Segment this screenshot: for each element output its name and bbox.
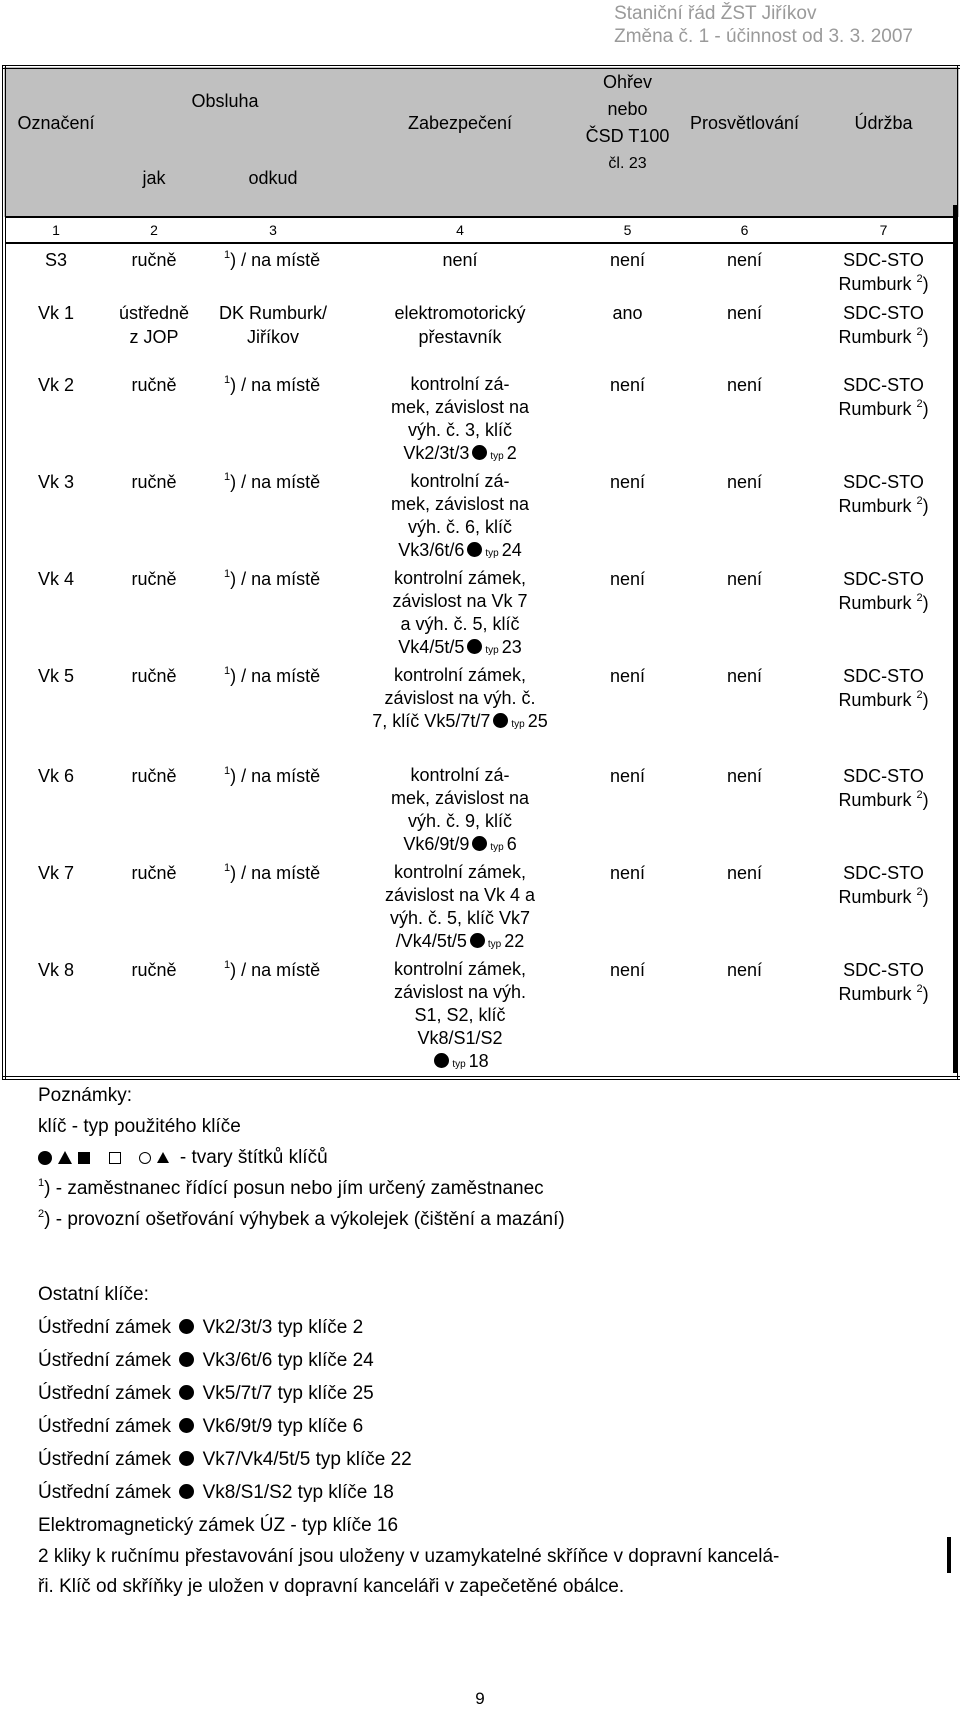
typ-number: 2	[506, 443, 517, 463]
zab-line: výh. č. 5, klíč Vk7	[389, 908, 531, 928]
row-odkud-text: ) / na místě	[230, 863, 321, 883]
column-number-row	[4, 217, 959, 243]
udrzba-text: Rumburk	[838, 984, 917, 1004]
other-key-prefix: Ústřední zámek	[38, 1317, 172, 1338]
col-number: 1	[4, 217, 106, 243]
col-number: 7	[810, 217, 959, 243]
footnote-1-mark: 1	[224, 959, 231, 971]
round-key-tag-icon	[467, 542, 482, 557]
round-key-tag-icon	[179, 1484, 194, 1499]
row-jak: ručně	[131, 250, 177, 270]
row-udrzba	[810, 956, 959, 1078]
notes-key-line: klíč - typ použitého klíče	[38, 1116, 241, 1137]
udrzba-line-1: SDC-STO	[843, 569, 924, 589]
udrzba-line-1: SDC-STO	[843, 303, 924, 323]
row-prosvetleni: není	[726, 375, 763, 395]
row-oznaceni: Vk 8	[37, 960, 75, 980]
other-key-text: Vk2/3t/3 typ klíče 2	[202, 1317, 364, 1338]
row-ohrev: není	[609, 250, 646, 270]
round-key-tag-icon	[434, 1053, 449, 1068]
row-odkud-text: ) / na místě	[230, 569, 321, 589]
row-oznaceni: Vk 5	[37, 666, 75, 686]
note-1	[38, 1173, 565, 1204]
row-oznaceni: Vk 4	[37, 569, 75, 589]
udrzba-text: Rumburk	[838, 496, 917, 516]
col-header-prosvetleni: Prosvětlování	[679, 67, 810, 217]
row-ohrev: není	[609, 569, 646, 589]
ohrev-line-4: čl. 23	[608, 155, 647, 172]
udrzba-end: )	[922, 790, 929, 810]
zab-line: mek, závislost na	[390, 494, 530, 514]
footnote-1-mark: 1	[224, 471, 231, 483]
row-prosvetleni: není	[726, 303, 763, 323]
row-oznaceni: Vk 1	[37, 303, 75, 323]
udrzba-line-2	[813, 272, 954, 296]
zab-key-line	[347, 833, 573, 859]
typ-label: typ	[485, 548, 499, 559]
udrzba-end: )	[922, 690, 929, 710]
notes-section	[38, 1080, 565, 1235]
zab-line: kontrolní zámek,	[393, 665, 527, 685]
page-header	[614, 2, 913, 48]
row-udrzba	[810, 243, 959, 299]
col-header-ohrev	[576, 67, 679, 217]
header-line-2: Změna č. 1 - účinnost od 3. 3. 2007	[614, 26, 913, 47]
udrzba-line-2	[813, 982, 954, 1006]
row-prosvetleni: není	[726, 666, 763, 686]
typ-label: typ	[485, 645, 499, 656]
row-udrzba	[810, 662, 959, 762]
zab-key-line	[347, 442, 573, 468]
udrzba-line-1: SDC-STO	[843, 666, 924, 686]
other-key-text: Vk8/S1/S2 typ klíče 18	[202, 1482, 394, 1503]
row-oznaceni: S3	[44, 250, 68, 270]
zab-line: závislost na Vk 4 a	[384, 885, 536, 905]
row-jak: ručně	[131, 766, 177, 786]
table-row	[4, 371, 959, 468]
other-keys-section	[38, 1278, 779, 1602]
footnote-2-mark: 2	[916, 983, 923, 995]
udrzba-line-2	[813, 397, 954, 421]
round-key-tag-icon	[179, 1319, 194, 1334]
table-row	[4, 565, 959, 662]
row-ohrev: není	[609, 472, 646, 492]
other-keys-title: Ostatní klíče:	[38, 1284, 149, 1305]
typ-number: 24	[501, 540, 522, 560]
row-zabezpeceni	[344, 299, 576, 371]
footnote-1-mark: 1	[224, 665, 231, 677]
other-key-item	[38, 1344, 779, 1377]
row-odkud	[202, 299, 344, 371]
zab-line: S1, S2, klíč	[414, 1005, 506, 1025]
other-keys-list	[38, 1311, 779, 1509]
zab-line: kontrolní zámek,	[393, 568, 527, 588]
zab-line: Vk8/S1/S2	[417, 1028, 503, 1048]
row-jak: ručně	[131, 666, 177, 686]
udrzba-end: )	[922, 984, 929, 1004]
zab-line: kontrolní zá-	[410, 471, 510, 491]
header-row-1	[4, 67, 959, 166]
station-equipment-table	[2, 65, 960, 1080]
col-header-obsluha: Obsluha	[106, 67, 344, 166]
row-udrzba	[810, 565, 959, 662]
row-ohrev: není	[609, 960, 646, 980]
udrzba-line-1: SDC-STO	[843, 960, 924, 980]
col-number: 6	[679, 217, 810, 243]
other-key-prefix: Ústřední zámek	[38, 1416, 172, 1437]
zab-line: mek, závislost na	[390, 788, 530, 808]
key-name: Vk3/6t/6	[398, 540, 465, 560]
row-odkud-text: ) / na místě	[230, 375, 321, 395]
udrzba-line-1: SDC-STO	[843, 472, 924, 492]
row-oznaceni: Vk 6	[37, 766, 75, 786]
other-key-item	[38, 1476, 779, 1509]
notes-title: Poznámky:	[38, 1085, 132, 1106]
other-key-prefix: Ústřední zámek	[38, 1449, 172, 1470]
row-odkud-text: ) / na místě	[230, 766, 321, 786]
typ-number: 18	[468, 1051, 489, 1071]
row-odkud	[202, 762, 344, 859]
footnote-1-mark: 1	[224, 249, 231, 261]
row-odkud	[202, 243, 344, 299]
round-key-tag-icon	[472, 445, 487, 460]
typ-label: typ	[490, 451, 504, 462]
note-2-text: ) - provozní ošetřování výhybek a výkolejek (čištění a mazání)	[44, 1209, 565, 1230]
other-key-item	[38, 1443, 779, 1476]
round-key-tag-icon	[472, 836, 487, 851]
round-key-tag-icon	[493, 713, 508, 728]
jak-line-1: ústředně	[118, 303, 190, 323]
udrzba-line-2	[813, 788, 954, 812]
table-row	[4, 956, 959, 1078]
key-name: Vk2/3t/3	[403, 443, 470, 463]
col-header-odkud: odkud	[202, 166, 344, 217]
udrzba-end: )	[922, 327, 929, 347]
typ-number: 6	[506, 834, 517, 854]
row-jak: ručně	[131, 472, 177, 492]
ohrev-line-3: ČSD T100	[585, 126, 670, 146]
zab-line: závislost na výh.	[393, 982, 527, 1002]
row-oznaceni: Vk 2	[37, 375, 75, 395]
udrzba-line-2	[813, 688, 954, 712]
zab-line: a výh. č. 5, klíč	[400, 614, 520, 634]
round-key-tag-icon	[467, 639, 482, 654]
other-key-text: Vk7/Vk4/5t/5 typ klíče 22	[202, 1449, 412, 1470]
row-odkud-text: ) / na místě	[230, 960, 321, 980]
round-key-tag-icon	[179, 1385, 194, 1400]
zab-line: mek, závislost na	[390, 397, 530, 417]
zab-line: elektromotorický	[394, 303, 526, 323]
filled-circle-icon	[38, 1151, 52, 1165]
round-key-tag-icon	[179, 1352, 194, 1367]
typ-label: typ	[490, 842, 504, 853]
table-row	[4, 243, 959, 299]
col-number: 3	[202, 217, 344, 243]
note-2-mark: 2	[38, 1207, 45, 1220]
typ-label: typ	[487, 939, 502, 950]
udrzba-text: Rumburk	[838, 399, 917, 419]
typ-label: typ	[511, 719, 525, 730]
typ-number: 22	[504, 931, 525, 951]
zab-line: kontrolní zá-	[410, 374, 510, 394]
footnote-2-mark: 2	[916, 886, 923, 898]
footnote-1-mark: 1	[224, 765, 231, 777]
zab-line: kontrolní zámek,	[393, 862, 527, 882]
row-ohrev: není	[609, 863, 646, 883]
udrzba-end: )	[922, 593, 929, 613]
row-ohrev: není	[609, 766, 646, 786]
zab-line: závislost na Vk 7	[392, 591, 528, 611]
row-odkud	[202, 956, 344, 1078]
row-jak: ručně	[131, 960, 177, 980]
row-udrzba	[810, 762, 959, 859]
row-zabezpeceni	[344, 956, 576, 1078]
row-odkud	[202, 371, 344, 468]
footnote-2-mark: 2	[916, 398, 923, 410]
note-2	[38, 1204, 565, 1235]
electro-lock-line: Elektromagnetický zámek ÚZ - typ klíče 16	[38, 1515, 399, 1536]
row-udrzba	[810, 371, 959, 468]
zab-key-line	[347, 710, 573, 736]
change-bar	[953, 205, 957, 1073]
header-line-1: Staniční řád ŽST Jiříkov	[614, 3, 817, 24]
odkud-line-2: Jiříkov	[247, 327, 300, 347]
row-udrzba	[810, 299, 959, 371]
ohrev-line-1: Ohřev	[603, 72, 653, 92]
udrzba-text: Rumburk	[838, 790, 917, 810]
row-odkud	[202, 859, 344, 956]
udrzba-text: Rumburk	[838, 593, 917, 613]
change-bar	[947, 1537, 951, 1573]
zab-line: závislost na výh. č.	[384, 688, 536, 708]
round-key-tag-icon	[179, 1418, 194, 1433]
row-zabezpeceni	[344, 468, 576, 565]
key-name: 7, klíč Vk5/7t/7	[372, 711, 491, 731]
col-header-jak: jak	[106, 166, 202, 217]
udrzba-line-1: SDC-STO	[843, 375, 924, 395]
other-key-prefix: Ústřední zámek	[38, 1383, 172, 1404]
row-ohrev: není	[609, 375, 646, 395]
col-number: 2	[106, 217, 202, 243]
row-prosvetleni: není	[726, 250, 763, 270]
udrzba-end: )	[922, 399, 929, 419]
round-key-tag-icon	[470, 933, 485, 948]
other-key-item	[38, 1311, 779, 1344]
table-row	[4, 468, 959, 565]
row-zabezpeceni	[344, 565, 576, 662]
shapes-label: - tvary štítků klíčů	[174, 1147, 328, 1168]
zab-line: výh. č. 6, klíč	[408, 517, 513, 537]
row-zabezpeceni	[344, 859, 576, 956]
row-jak	[106, 299, 202, 371]
row-prosvetleni: není	[726, 960, 763, 980]
row-oznaceni: Vk 3	[37, 472, 75, 492]
hollow-circle-icon	[139, 1152, 151, 1164]
key-name: /Vk4/5t/5	[395, 931, 467, 951]
udrzba-text: Rumburk	[838, 887, 917, 907]
row-odkud	[202, 565, 344, 662]
zab-line: kontrolní zámek,	[393, 959, 527, 979]
table-row	[4, 762, 959, 859]
vk-rows	[4, 371, 959, 1078]
row-zabezpeceni: není	[442, 250, 478, 270]
table-row	[4, 662, 959, 762]
table-row	[4, 299, 959, 371]
udrzba-line-2	[813, 325, 954, 349]
zab-line: výh. č. 3, klíč	[408, 420, 513, 440]
row-zabezpeceni	[344, 762, 576, 859]
footnote-2-mark: 2	[916, 273, 923, 285]
udrzba-end: )	[922, 496, 929, 516]
footnote-1-mark: 1	[224, 374, 231, 386]
udrzba-end: )	[922, 887, 929, 907]
col-header-udrzba: Údržba	[810, 67, 959, 217]
col-number: 5	[576, 217, 679, 243]
zab-key-line	[347, 1050, 573, 1076]
row-prosvetleni: není	[726, 766, 763, 786]
row-udrzba	[810, 468, 959, 565]
footnote-2-mark: 2	[916, 689, 923, 701]
row-jak: ručně	[131, 375, 177, 395]
footnote-1-mark: 1	[224, 862, 231, 874]
row-odkud	[202, 468, 344, 565]
udrzba-end: )	[922, 274, 929, 294]
col-number: 4	[344, 217, 576, 243]
row-jak: ručně	[131, 569, 177, 589]
key-name: Vk4/5t/5	[398, 637, 465, 657]
row-zabezpeceni	[344, 662, 576, 762]
zab-line: přestavník	[418, 327, 502, 347]
row-ohrev: ano	[612, 303, 643, 323]
udrzba-line-1: SDC-STO	[843, 863, 924, 883]
udrzba-line-1: SDC-STO	[843, 766, 924, 786]
other-key-text: Vk6/9t/9 typ klíče 6	[202, 1416, 364, 1437]
row-odkud-text: ) / na místě	[230, 666, 321, 686]
note-1-mark: 1	[38, 1176, 45, 1189]
footnote-2-mark: 2	[916, 592, 923, 604]
row-odkud-text: ) / na místě	[230, 472, 321, 492]
typ-number: 25	[527, 711, 548, 731]
note-1-text: ) - zaměstnanec řídící posun nebo jím určený zaměstnanec	[44, 1178, 544, 1199]
odkud-line-1: DK Rumburk/	[218, 303, 328, 323]
zab-line: výh. č. 9, klíč	[408, 811, 513, 831]
cranks-paragraph-line-2: ři. Klíč od skříňky je uložen v dopravní kanceláři v zapečetěné obálce.	[38, 1576, 625, 1597]
other-key-text: Vk5/7t/7 typ klíče 25	[202, 1383, 374, 1404]
key-name: Vk6/9t/9	[403, 834, 470, 854]
page-number: 9	[475, 1689, 485, 1708]
col-header-zabezpeceni: Zabezpečení	[344, 67, 576, 217]
cranks-paragraph-line-1: 2 kliky k ručnímu přestavování jsou uloženy v uzamykatelné skříňce v dopravní kancelá-	[38, 1546, 780, 1567]
other-key-item	[38, 1410, 779, 1443]
filled-square-icon	[78, 1152, 90, 1164]
other-key-item	[38, 1377, 779, 1410]
row-prosvetleni: není	[726, 569, 763, 589]
udrzba-text: Rumburk	[838, 327, 917, 347]
round-key-tag-icon	[179, 1451, 194, 1466]
ohrev-line-2: nebo	[607, 99, 648, 119]
hollow-triangle-icon	[157, 1152, 169, 1163]
udrzba-line-1: SDC-STO	[843, 250, 924, 270]
hollow-square-icon	[109, 1152, 121, 1164]
footnote-2-mark: 2	[916, 789, 923, 801]
footnote-1-mark: 1	[224, 568, 231, 580]
row-prosvetleni: není	[726, 863, 763, 883]
row-prosvetleni: není	[726, 472, 763, 492]
col-header-oznaceni: Označení	[4, 67, 106, 217]
zab-line: kontrolní zá-	[410, 765, 510, 785]
footnote-2-mark: 2	[916, 495, 923, 507]
zab-key-line	[347, 930, 573, 956]
row-odkud	[202, 662, 344, 762]
jak-line-2: z JOP	[129, 327, 179, 347]
udrzba-line-2	[813, 885, 954, 909]
other-key-prefix: Ústřední zámek	[38, 1482, 172, 1503]
zab-key-line	[347, 539, 573, 565]
row-zabezpeceni	[344, 371, 576, 468]
udrzba-text: Rumburk	[838, 274, 917, 294]
filled-triangle-icon	[58, 1151, 72, 1164]
udrzba-line-2	[813, 591, 954, 615]
udrzba-text: Rumburk	[838, 690, 917, 710]
typ-label: typ	[452, 1059, 466, 1070]
zab-key-line	[347, 636, 573, 662]
row-udrzba	[810, 859, 959, 956]
other-key-text: Vk3/6t/6 typ klíče 24	[202, 1350, 374, 1371]
row-ohrev: není	[609, 666, 646, 686]
udrzba-line-2	[813, 494, 954, 518]
other-key-prefix: Ústřední zámek	[38, 1350, 172, 1371]
notes-shapes-line	[38, 1142, 565, 1173]
row-odkud-text: ) / na místě	[230, 250, 321, 270]
row-jak: ručně	[131, 863, 177, 883]
footnote-2-mark: 2	[916, 326, 923, 338]
table-row	[4, 859, 959, 956]
row-oznaceni: Vk 7	[37, 863, 75, 883]
typ-number: 23	[501, 637, 522, 657]
